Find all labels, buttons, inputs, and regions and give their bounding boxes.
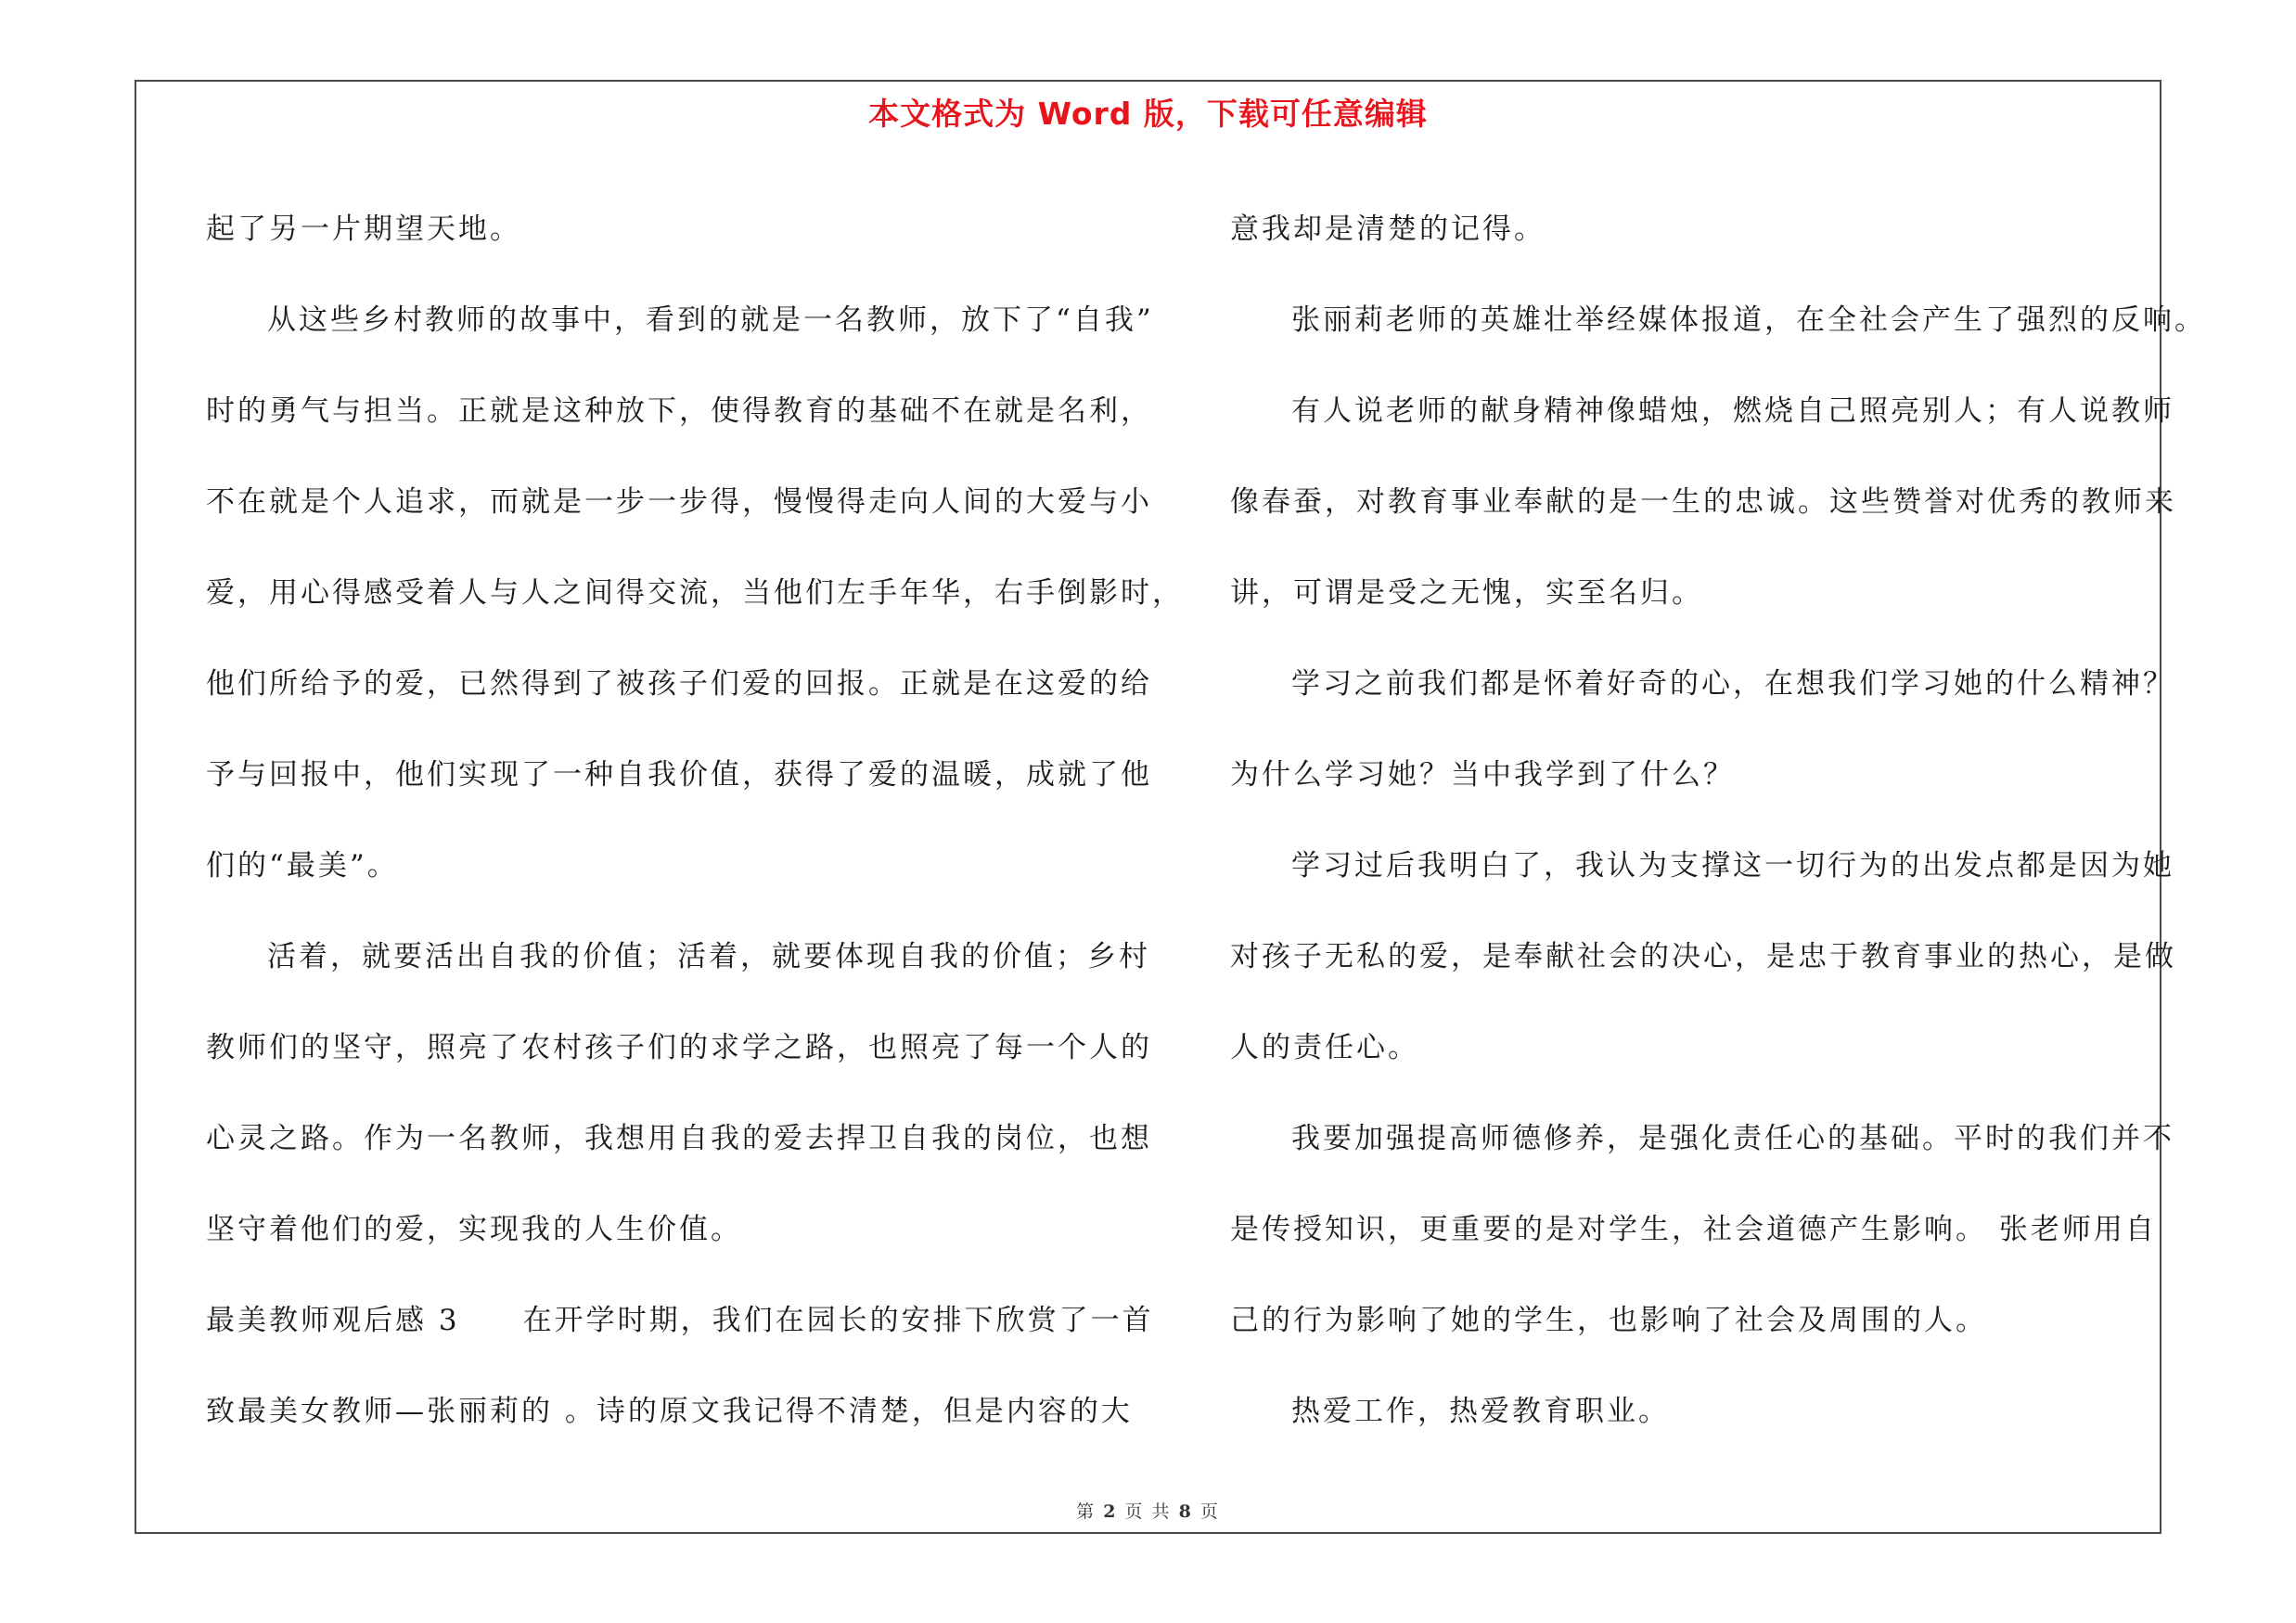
text-line: 起了另一片期望天地。 (206, 213, 521, 246)
text-line: 我要加强提高师德修养，是强化责任心的基础。平时的我们并不 (1291, 1122, 2174, 1155)
text-line: 教师们的坚守，照亮了农村孩子们的求学之路，也照亮了每一个人的 (206, 1031, 1152, 1064)
footer-suffix: 页 (1199, 1501, 1220, 1522)
right-text-column (1230, 184, 2206, 1457)
text-line: 热爱工作，热爱教育职业。 (1291, 1395, 1670, 1428)
text-line: 己的行为影响了她的学生，也影响了社会及周围的人。 (1230, 1304, 1987, 1337)
text-line: 人的责任心。 (1230, 1031, 1419, 1064)
page-footer (0, 1498, 2296, 1523)
text-line: 坚守着他们的爱，实现我的人生价值。 (206, 1213, 742, 1246)
text-line: 不在就是个人追求，而就是一步一步得，慢慢得走向人间的大爱与小 (206, 485, 1152, 519)
text-line: 意我却是清楚的记得。 (1230, 213, 1546, 246)
format-banner: 本文格式为 Word 版，下载可任意编辑 (868, 96, 1428, 132)
text-line: 时的勇气与担当。正就是这种放下，使得教育的基础不在就是名利， (206, 394, 1152, 428)
text-line: 有人说老师的献身精神像蜡烛，燃烧自己照亮别人；有人说教师 (1291, 394, 2174, 428)
text-line: 张丽莉老师的英雄壮举经媒体报道，在全社会产生了强烈的反响。 (1291, 303, 2206, 337)
text-line: 是传授知识，更重要的是对学生，社会道德产生影响。 张老师用自 (1230, 1213, 2157, 1246)
footer-prefix: 第 (1076, 1501, 1097, 1522)
text-line: 讲，可谓是受之无愧，实至名归。 (1230, 576, 1703, 610)
text-line: 学习过后我明白了，我认为支撑这一切行为的出发点都是因为她 (1291, 849, 2174, 882)
text-line: 学习之前我们都是怀着好奇的心，在想我们学习她的什么精神？ (1291, 667, 2174, 701)
total-page-number: 8 (1178, 1501, 1193, 1522)
text-line: 从这些乡村教师的故事中，看到的就是一名教师，放下了“自我” (267, 303, 1154, 337)
text-line: 予与回报中，他们实现了一种自我价值，获得了爱的温暖，成就了他 (206, 758, 1152, 792)
text-line: 爱，用心得感受着人与人之间得交流，当他们左手年华，右手倒影时， (206, 576, 1184, 610)
text-line: 活着，就要活出自我的价值；活着，就要体现自我的价值；乡村 (267, 940, 1150, 973)
footer-mid: 页 共 (1124, 1501, 1172, 1522)
left-text-column (206, 184, 1184, 1457)
text-line: 为什么学习她？当中我学到了什么？ (1230, 758, 1735, 792)
text-line: 致最美女教师—张丽莉的 。诗的原文我记得不清楚，但是内容的大 (206, 1395, 1133, 1428)
text-line: 像春蚕，对教育事业奉献的是一生的忠诚。这些赞誉对优秀的教师来 (1230, 485, 2176, 519)
text-line: 最美教师观后感 3 在开学时期，我们在园长的安排下欣赏了一首 (206, 1304, 1154, 1337)
text-line: 他们所给予的爱，已然得到了被孩子们爱的回报。正就是在这爱的给 (206, 667, 1152, 701)
current-page-number: 2 (1103, 1501, 1118, 1522)
text-line: 们的“最美”。 (206, 849, 399, 882)
text-line: 对孩子无私的爱，是奉献社会的决心，是忠于教育事业的热心，是做 (1230, 940, 2176, 973)
text-line: 心灵之路。作为一名教师，我想用自我的爱去捍卫自我的岗位，也想 (206, 1122, 1152, 1155)
